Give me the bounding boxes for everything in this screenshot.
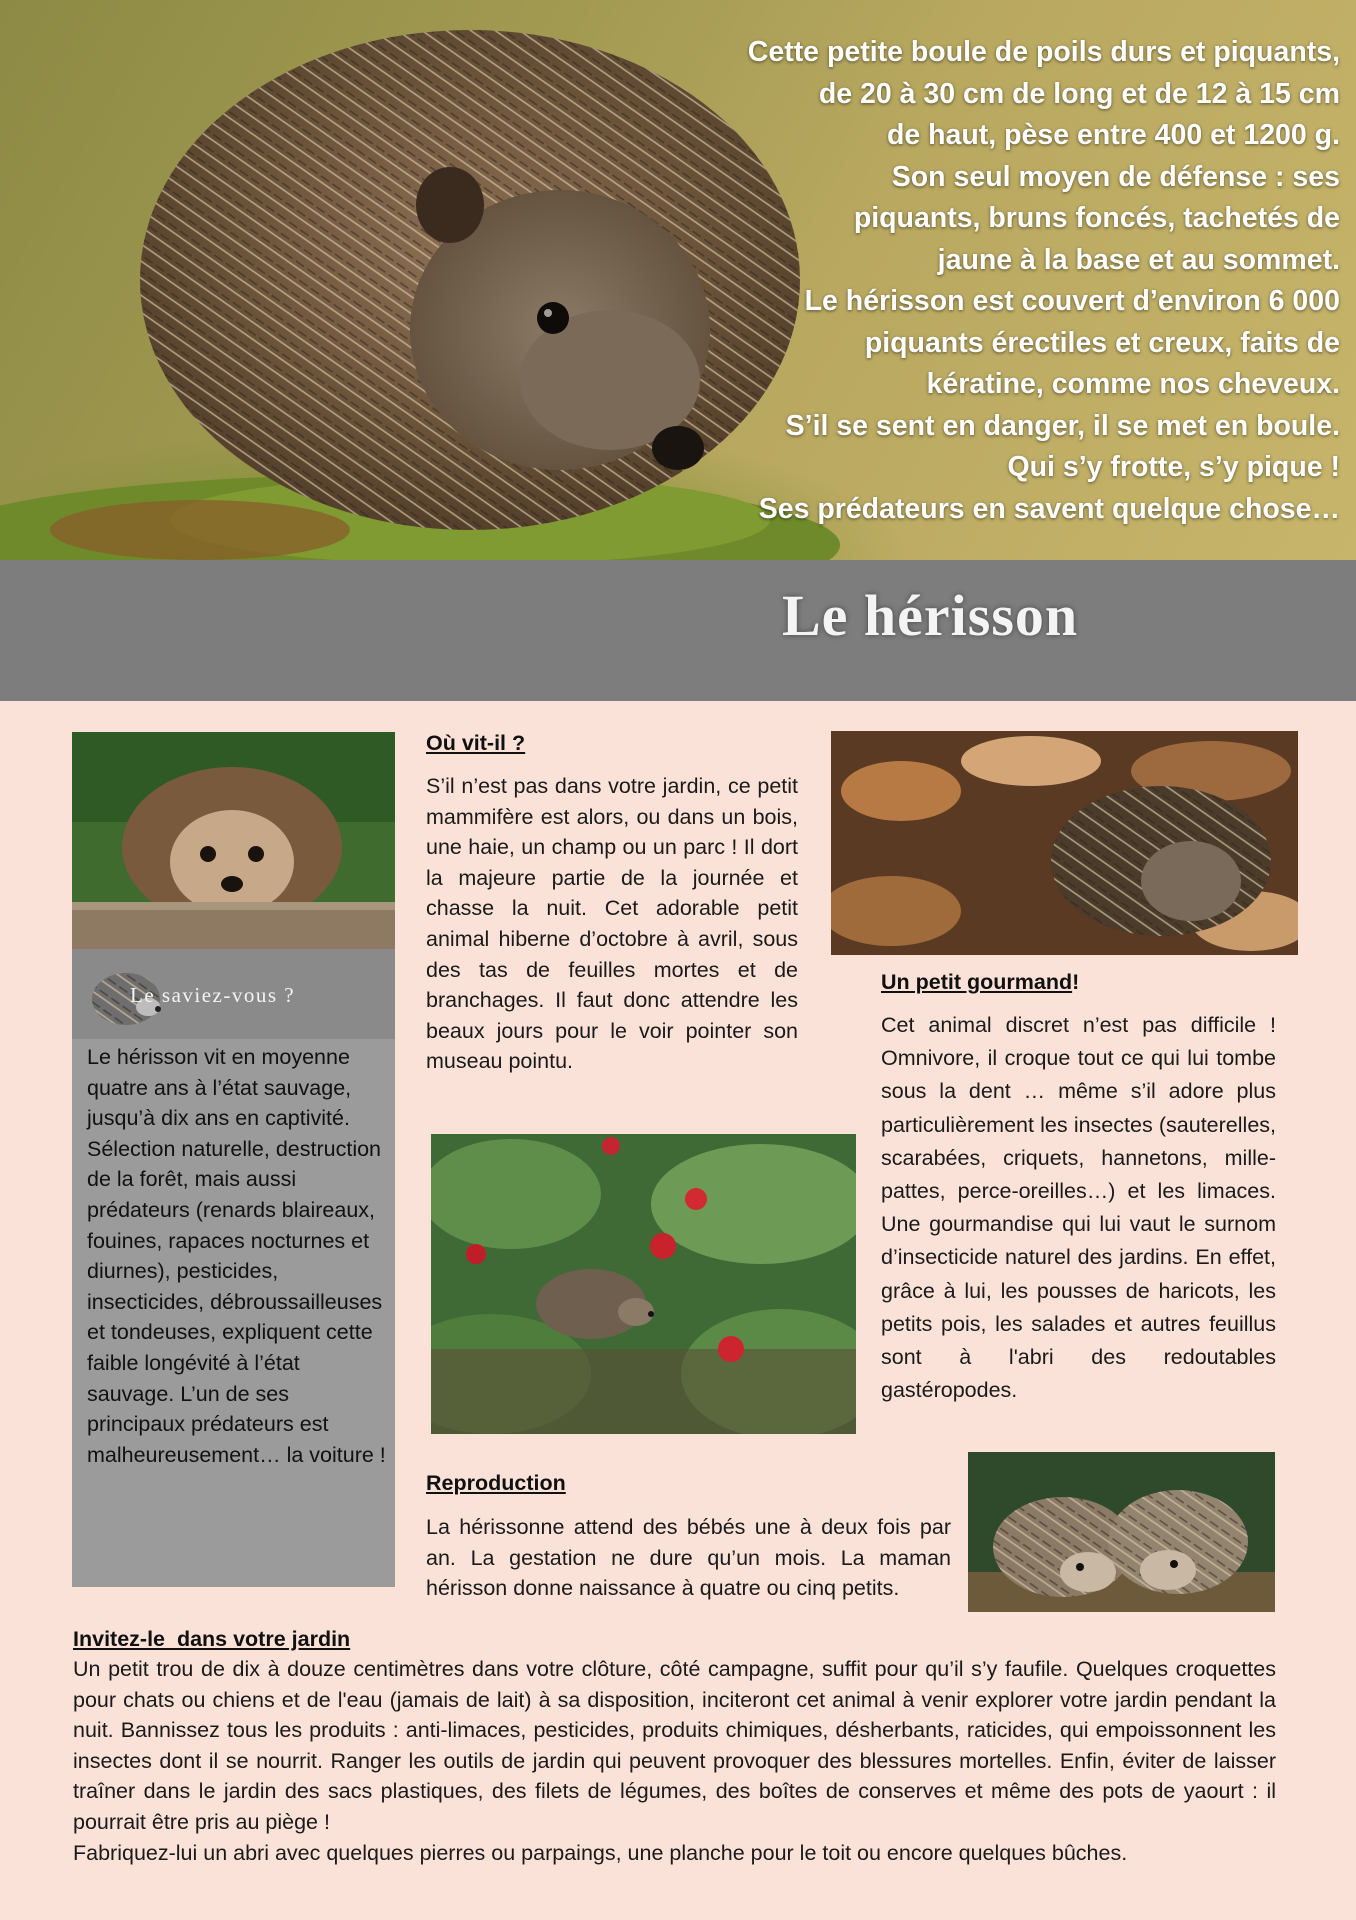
hero-line: Le hérisson est couvert d’environ 6 000 xyxy=(804,285,1340,317)
invite-text: Un petit trou de dix à douze centimètres dans votre clôture, côté campagne, suffit pour qu’il s’y faufile. Quelques croquettes pour chats ou chiens et de l'eau (jamais de lait) à sa disposition, inciteront cet animal à venir explorer votre jardin pendant la nuit. Bannissez tous les produits : anti-limaces, pesticides, produits chimiques, désherbants, raticides, qui empoissonnent les insectes dont il se nourrit. Ranger les outils de jardin qui peuvent provoquer des blessures mortelles. Enfin, éviter de laisser traîner dans le jardin des sacs plastiques, des filets de légumes, des boîtes de conserves et même des pots de yaourt : il pourrait être pris au piège ! xyxy=(73,1657,1276,1834)
gourmand-heading-text: Un petit gourmand xyxy=(881,970,1073,994)
hero-line: S’il se sent en danger, il se met en boule. xyxy=(785,409,1340,442)
hero-line: Cette petite boule de poils durs et piquants, xyxy=(747,36,1340,68)
hedgehog-leaves-photo xyxy=(831,731,1298,955)
strawberry-garden-illustration xyxy=(431,1134,856,1434)
hedgehog-sleeping-leaves-illustration xyxy=(831,731,1298,955)
hero-line: de haut, pèse entre 400 et 1200 g. xyxy=(886,119,1340,151)
hero-banner xyxy=(0,0,1356,560)
habitat-text: S’il n’est pas dans votre jardin, ce petit mammifère est alors, ou dans un bois, une haie, un champ ou un parc ! Il dort la majeure partie de la journée et chasse la nuit. Cet adorable petit animal hiberne d’octobre à avril, sous des tas de feuilles mortes et de branchages. Il faut donc attendre les beaux jours pour le voir pointer son museau pointu. xyxy=(426,774,798,1074)
did-you-know-label: Le saviez-vous ? xyxy=(130,983,296,1007)
gourmand-heading xyxy=(881,970,1079,995)
invite-text-shelter: Fabriquez-lui un abri avec quelques pierres ou parpaings, une planche pour le toit ou encore quelques bûches. xyxy=(73,1841,1128,1865)
hedgehog-strawberries-photo xyxy=(431,1134,856,1434)
habitat-heading: Où vit-il ? xyxy=(426,731,526,755)
baby-hedgehogs-photo xyxy=(968,1452,1275,1612)
two-hedgehogs-illustration xyxy=(968,1452,1275,1612)
reproduction-heading: Reproduction xyxy=(426,1471,566,1495)
gourmand-heading-suffix: ! xyxy=(1072,970,1080,994)
hero-line: Son seul moyen de défense : ses xyxy=(891,160,1340,193)
page-title: Le hérisson xyxy=(782,583,1079,648)
invite-heading: Invitez-le dans votre jardin xyxy=(73,1627,351,1651)
hero-line: jaune à la base et au sommet. xyxy=(937,243,1340,276)
gourmand-text: Cet animal discret n’est pas difficile ! Omnivore, il croque tout ce qui lui tombe sous la dent … même s’il adore plus particulièrement les insectes (sauterelles, scarabées, criquets, hannetons, mille-pattes, perce-oreilles…) et les limaces. Une gourmandise qui lui vaut le surnom d’insecticide naturel des jardins. En effet, grâce à lui, les pousses de haricots, les petits pois, les salades et autres feuillus sont à l'abri des redoutables gastéropodes. xyxy=(881,1013,1276,1403)
hero-line: Ses prédateurs en savent quelque chose… xyxy=(758,492,1340,525)
reproduction-text: La hérissonne attend des bébés une à deux fois par an. La gestation ne dure qu’un mois. La maman hérisson donne naissance à quatre ou cinq petits. xyxy=(426,1515,951,1601)
hero-line: kératine, comme nos cheveux. xyxy=(926,368,1340,400)
hedgehog-peeking-illustration xyxy=(72,732,395,949)
hero-line: de 20 à 30 cm de long et de 12 à 15 cm xyxy=(818,77,1340,110)
title-bar xyxy=(0,560,1356,701)
hero-description xyxy=(640,32,1340,530)
hero-line: piquants érectiles et creux, faits de xyxy=(864,326,1340,359)
sidebar-text: Le hérisson vit en moyenne quatre ans à l’état sauvage, jusqu’à dix ans en captivité. Sélection naturelle, destruction de la forêt, mais aussi prédateurs (renards blaireaux, fouines, rapaces nocturnes et diurnes), pesticides, insecticides, débroussailleuses et tondeuses, expliquent cette faible longévité à l’état sauvage. L’un de ses principaux prédateurs est malheureusement… la voiture ! xyxy=(87,1045,386,1467)
hero-line: Qui s’y frotte, s’y pique ! xyxy=(1007,451,1340,483)
hero-line: piquants, bruns foncés, tachetés de xyxy=(853,202,1340,234)
hedgehog-peeking-photo xyxy=(72,732,395,949)
